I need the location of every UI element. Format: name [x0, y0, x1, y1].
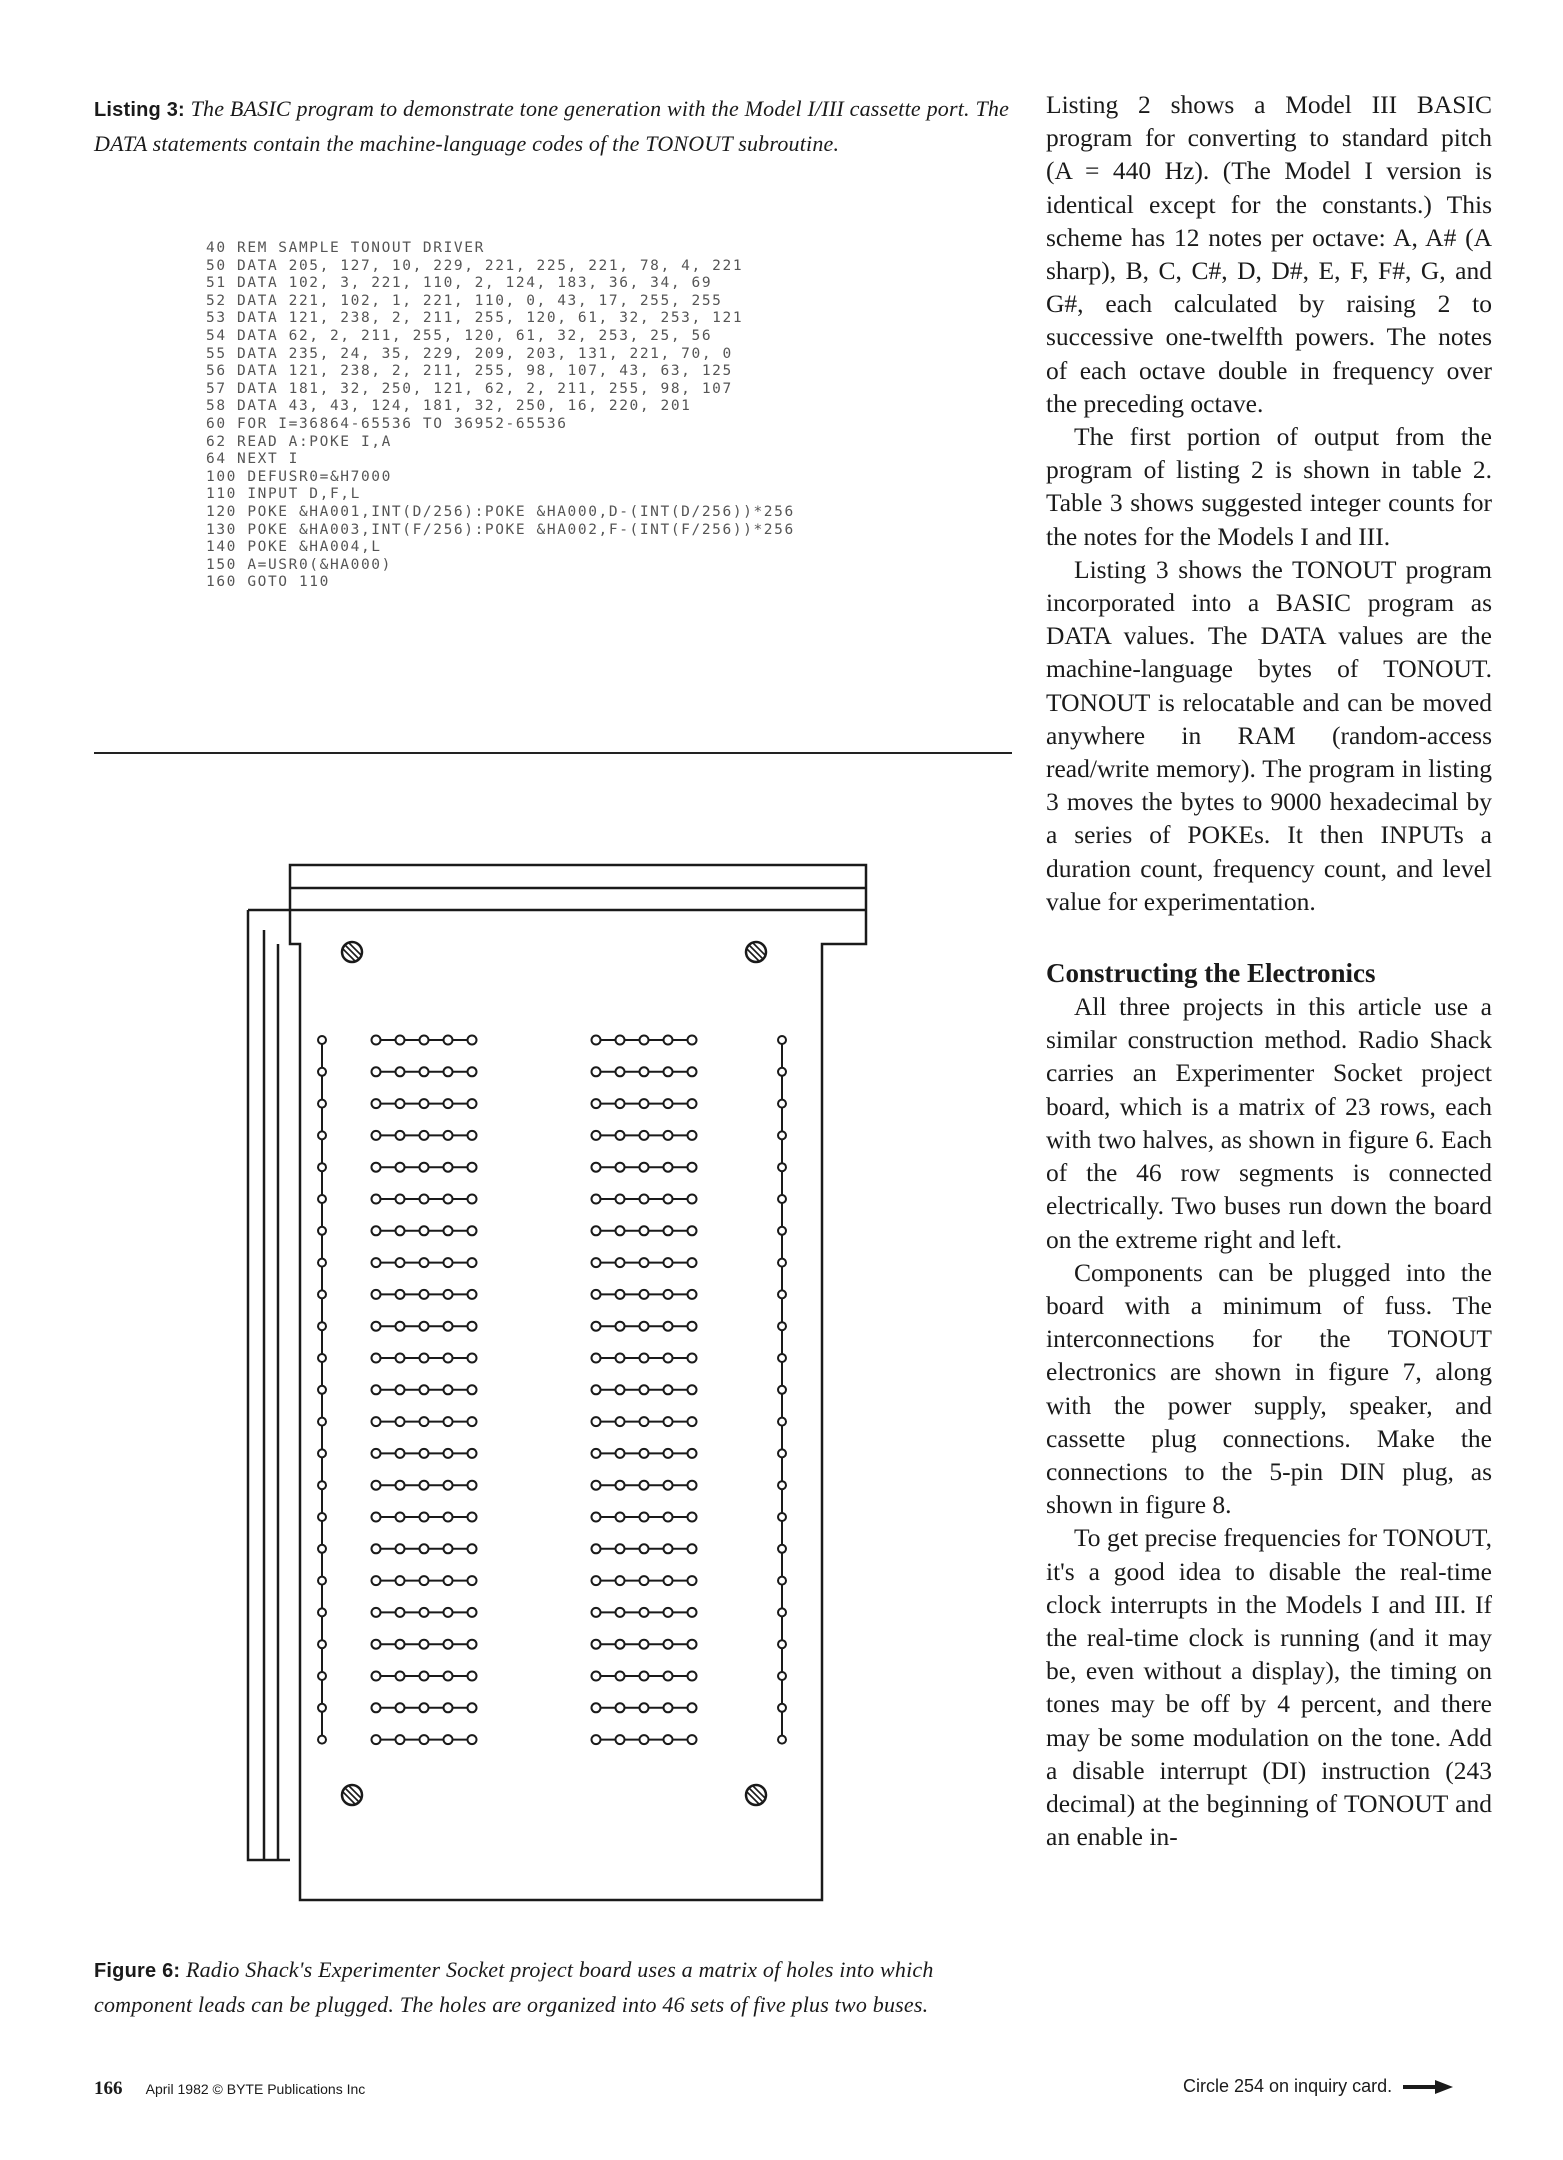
screw-icon [746, 942, 766, 962]
hole-set [592, 1672, 697, 1681]
code-line: 53 DATA 121, 238, 2, 211, 255, 120, 61, 32, 253, 121 [206, 310, 744, 327]
hole-set [592, 1576, 697, 1585]
inquiry-text: Circle 254 on inquiry card. [1183, 2076, 1393, 2096]
article-paragraph: Components can be plugged into the board with a minimum of fuss. The interconnections for the TONOUT electronics are shown in figure 7, along with the power supply, speaker, and cassette plug connections. Make the connections to the 5-pin DIN plug, as shown in figure 8. [1046, 1257, 1492, 1520]
hole-set [372, 1672, 477, 1681]
code-line: 56 DATA 121, 238, 2, 211, 255, 98, 107, 43, 63, 125 [206, 363, 733, 380]
screw-icon [342, 942, 362, 962]
article-paragraph: Listing 2 shows a Model III BASIC program for converting to standard pitch (A = 440 Hz). (The Model I version is identical except for the constants.) This scheme has 12 notes per octave: A, A# (A sharp), B, C, C#, D, D#, E, F, F#, G, and G#, each calculated by raising 2 to successive one-twelfth powers. The notes of each octave double in frequency over the preceding octave. [1046, 90, 1492, 418]
hole-set [372, 1195, 477, 1204]
hole-set [372, 1322, 477, 1331]
page-number: 166 [94, 2078, 123, 2099]
section-divider [94, 752, 1012, 754]
hole-set [592, 1099, 697, 1108]
hole-set [592, 1385, 697, 1394]
hole-set [372, 1385, 477, 1394]
hole-set [592, 1640, 697, 1649]
board-left-edge [248, 910, 290, 1860]
article-column [1046, 88, 1492, 1853]
code-line: 160 GOTO 110 [206, 574, 330, 591]
code-line: 50 DATA 205, 127, 10, 229, 221, 225, 221, 78, 4, 221 [206, 257, 744, 274]
figure6-caption-text: Radio Shack's Experimenter Socket project board uses a matrix of holes into which component leads can be plugged. The holes are organized into 46 sets of five plus two buses. [94, 1957, 934, 2017]
section-heading: Constructing the Electronics [1046, 958, 1376, 989]
hole-set [592, 1735, 697, 1744]
hole-set [592, 1195, 697, 1204]
hole-set [592, 1163, 697, 1172]
hole-set [592, 1481, 697, 1490]
code-line: 150 A=USR0(&HA000) [206, 556, 392, 573]
board-top-strip [290, 888, 866, 910]
hole-set [372, 1417, 477, 1426]
hole-set [372, 1640, 477, 1649]
listing3-code [206, 240, 795, 592]
code-line: 57 DATA 181, 32, 250, 121, 62, 2, 211, 255, 98, 107 [206, 380, 733, 397]
hole-set [372, 1703, 477, 1712]
hole-set [372, 1481, 477, 1490]
figure6-caption [94, 1953, 1012, 2021]
hole-set [372, 1544, 477, 1553]
hole-set [592, 1703, 697, 1712]
hole-set [372, 1258, 477, 1267]
listing3-caption-label: Listing 3: [94, 99, 185, 121]
code-line: 60 FOR I=36864-65536 TO 36952-65536 [206, 415, 568, 432]
arrow-right-icon [1403, 2079, 1455, 2095]
code-line: 54 DATA 62, 2, 211, 255, 120, 61, 32, 253, 25, 56 [206, 327, 713, 344]
code-line: 55 DATA 235, 24, 35, 229, 209, 203, 131, 221, 70, 0 [206, 345, 733, 362]
code-line: 130 POKE &HA003,INT(F/256):POKE &HA002,F-(INT(F/256))*256 [206, 521, 795, 538]
code-line: 110 INPUT D,F,L [206, 486, 361, 503]
hole-set [372, 1290, 477, 1299]
article-paragraph: The first portion of output from the program of listing 2 is shown in table 2. Table 3 shows suggested integer counts for the notes for the Models I and III. [1046, 422, 1492, 551]
hole-set [592, 1226, 697, 1235]
code-line: 120 POKE &HA001,INT(D/256):POKE &HA000,D-(INT(D/256))*256 [206, 503, 795, 520]
hole-set [592, 1036, 697, 1045]
screw-icon [746, 1785, 766, 1805]
listing3-caption-text: The BASIC program to demonstrate tone generation with the Model I/III cassette port. The DATA statements contain the machine-language codes of the TONOUT subroutine. [94, 96, 1010, 156]
hole-set [372, 1226, 477, 1235]
article-paragraph: Listing 3 shows the TONOUT program incorporated into a BASIC program as DATA values. The DATA values are the machine-language bytes of TONOUT. TONOUT is relocatable and can be moved anywhere in RAM (random-access read/write memory). The program in listing 3 moves the bytes to 9000 hexadecimal by a series of POKEs. It then INPUTs a duration count, frequency count, and level value for experimentation. [1046, 554, 1492, 916]
publication-line: April 1982 © BYTE Publications Inc [145, 2081, 366, 2097]
hole-set [592, 1067, 697, 1076]
hole-set [592, 1290, 697, 1299]
hole-set [592, 1544, 697, 1553]
listing3-caption [94, 92, 1010, 160]
hole-set [372, 1608, 477, 1617]
hole-set [372, 1513, 477, 1522]
code-line: 62 READ A:POKE I,A [206, 433, 392, 450]
hole-set [592, 1131, 697, 1140]
code-line: 58 DATA 43, 43, 124, 181, 32, 250, 16, 220, 201 [206, 398, 692, 415]
hole-set [592, 1354, 697, 1363]
hole-set [592, 1258, 697, 1267]
figure6-caption-label: Figure 6: [94, 1960, 181, 1982]
code-line: 40 REM SAMPLE TONOUT DRIVER [206, 240, 485, 256]
code-line: 64 NEXT I [206, 451, 299, 468]
code-line: 100 DEFUSR0=&H7000 [206, 468, 392, 485]
hole-set [372, 1099, 477, 1108]
hole-set [372, 1449, 477, 1458]
article-paragraph: To get precise frequencies for TONOUT, it's a good idea to disable the real-time clock interrupts in the Models I and III. If the real-time clock is running (and it may be, even without a display), the timing on tones may be off by 4 percent, and there may be some modulation on the tone. Add a disable interrupt (DI) instruction (243 decimal) at the beginning of TONOUT and an enable in- [1046, 1523, 1492, 1852]
code-line: 52 DATA 221, 102, 1, 221, 110, 0, 43, 17, 255, 255 [206, 292, 723, 309]
hole-set [372, 1163, 477, 1172]
article-paragraph: All three projects in this article use a similar construction method. Radio Shack carries an Experimenter Socket project board, which is a matrix of 23 rows, each with two halves, as shown in figure 6. Each of the 46 row segments is connected electrically. Two buses run down the board on the extreme right and left. [1046, 992, 1492, 1254]
bus-strip [778, 1036, 786, 1744]
hole-set [592, 1322, 697, 1331]
hole-set [372, 1067, 477, 1076]
hole-set [592, 1608, 697, 1617]
hole-set [372, 1576, 477, 1585]
hole-set [372, 1735, 477, 1744]
hole-set [592, 1449, 697, 1458]
code-line: 140 POKE &HA004,L [206, 539, 382, 556]
hole-set [592, 1513, 697, 1522]
code-line: 51 DATA 102, 3, 221, 110, 2, 124, 183, 36, 34, 69 [206, 275, 713, 292]
hole-set [372, 1036, 477, 1045]
hole-set [592, 1417, 697, 1426]
page-footer [94, 2078, 365, 2100]
hole-set [372, 1354, 477, 1363]
hole-set [372, 1131, 477, 1140]
figure6-project-board [240, 860, 880, 1910]
inquiry-note [1183, 2076, 1455, 2097]
screw-icon [342, 1785, 362, 1805]
bus-strip [318, 1036, 326, 1744]
